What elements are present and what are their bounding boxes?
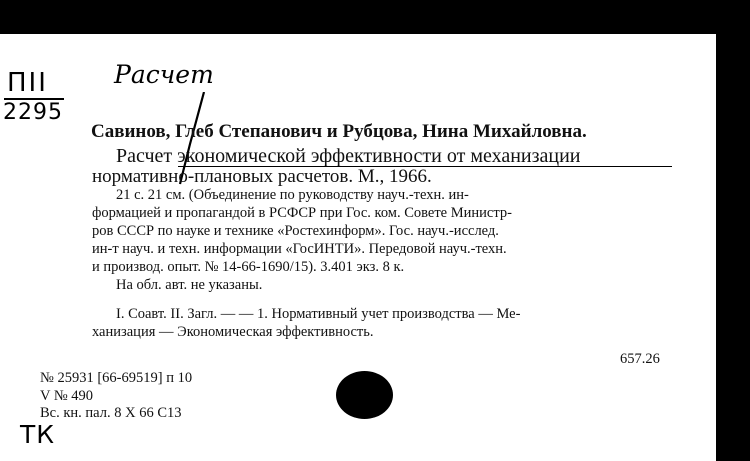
- footer-line: Вс. кн. пал. 8 X 66 С13: [40, 405, 182, 421]
- description-line: На обл. авт. не указаны.: [116, 277, 263, 293]
- description-line: 21 с. 21 см. (Объединение по руководству науч.-техн. ин-: [116, 187, 469, 203]
- handwritten-call-number-bottom: 2295: [3, 100, 63, 125]
- title-line-1: Расчет экономической эффективности от механизации: [116, 145, 581, 167]
- handwritten-title-note: Расчет: [114, 60, 214, 89]
- description-line: формацией и пропагандой в РСФСР при Гос. ком. Совете Министр-: [92, 205, 512, 221]
- subject-line: ханизация — Экономическая эффективность.: [92, 324, 374, 340]
- description-line: и производ. опыт. № 14-66-1690/15). 3.401 экз. 8 к.: [92, 259, 405, 275]
- description-line: ин-т науч. и техн. информации «ГосИНТИ». Передовой науч.-техн.: [92, 241, 507, 257]
- punched-hole: [336, 371, 393, 419]
- handwritten-mark: ТК: [20, 420, 56, 449]
- footer-line: № 25931 [66-69519] п 10: [40, 370, 193, 386]
- classification-number: 657.26: [620, 351, 660, 367]
- description-line: ров СССР по науке и технике «Ростехинформ». Гос. науч.-исслед.: [92, 223, 499, 239]
- title-line-2: нормативно-плановых расчетов. М., 1966.: [92, 166, 432, 187]
- subject-line: I. Соавт. II. Загл. — — 1. Нормативный учет производства — Ме-: [116, 306, 521, 322]
- author-line: Савинов, Глеб Степанович и Рубцова, Нина Михайловна.: [91, 121, 587, 142]
- handwritten-call-number-top: ПII: [7, 68, 48, 98]
- footer-line: V № 490: [40, 388, 94, 404]
